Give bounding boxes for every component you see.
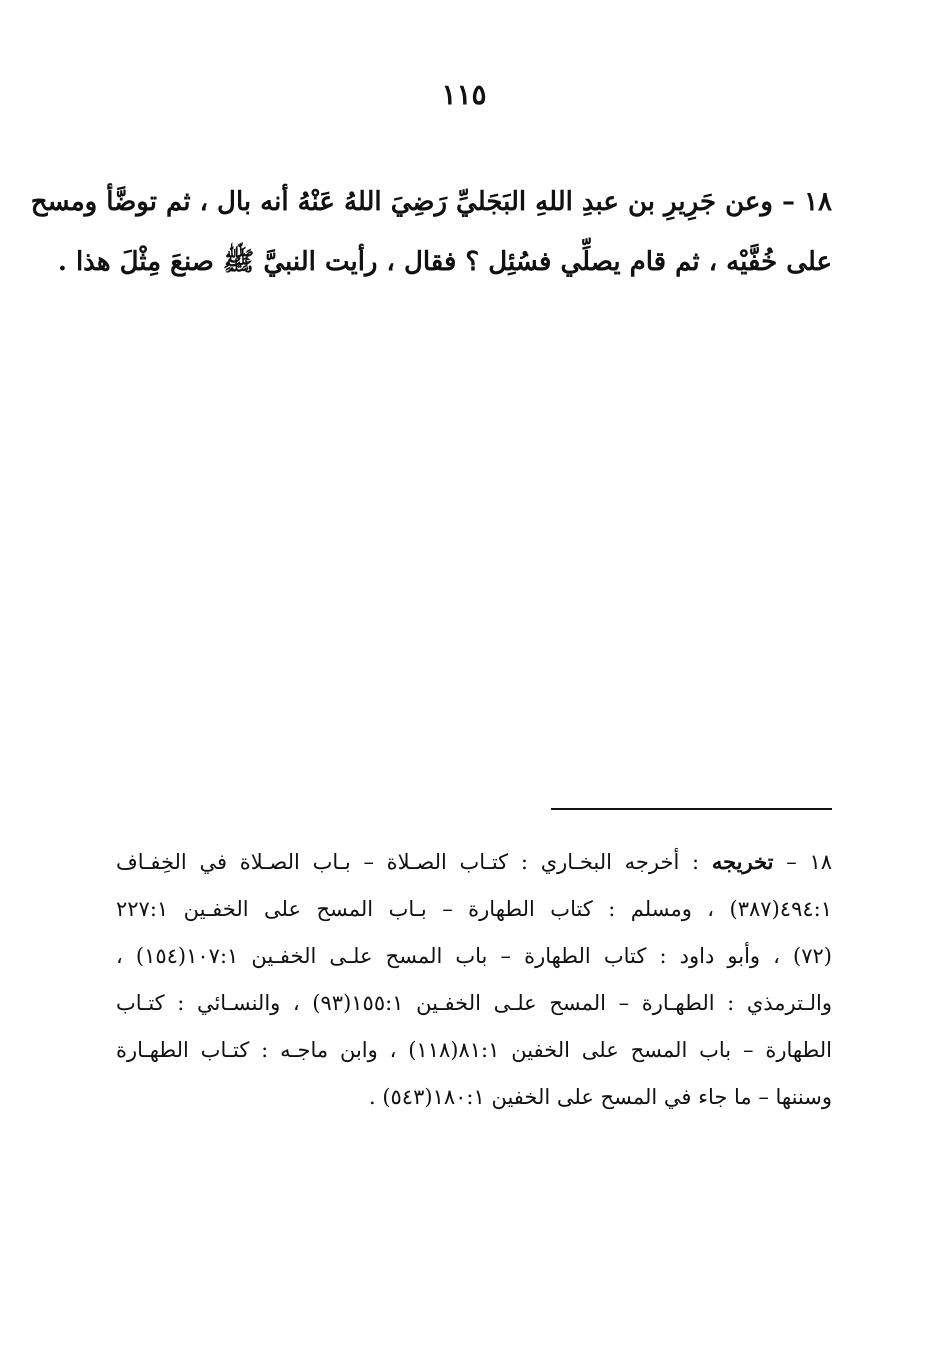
footnote-line-5: الطهارة – باب المسح على الخفين ٨١:١(١١٨) ، وابن ماجـه : كتـاب الطهـارة xyxy=(116,1038,832,1062)
footnote-separator-rule xyxy=(551,808,832,810)
hadith-line-1: ١٨ – وعن جَرِيرِ بن عبدِ اللهِ البَجَليِّ رَضِيَ اللهُ عَنْهُ أنه بال ، ثم توضَّأ ومسح xyxy=(30,187,832,217)
footnote-keyword: تخريجه xyxy=(711,849,774,874)
footnote-line-3: (٧٢) ، وأبو داود : كتاب الطهارة – باب المسح علـى الخفـين ١٠٧:١(١٥٤) ، xyxy=(116,944,832,968)
footnote-line-1 xyxy=(116,838,832,886)
footnote-line-1-rest: : أخرجه البخـاري : كتـاب الصـلاة – بـاب الصـلاة في الخِفـاف xyxy=(116,850,712,874)
hadith-text xyxy=(30,172,832,292)
footnote-line-2: ٤٩٤:١(٣٨٧) ، ومسلم : كتاب الطهارة – بـاب المسح على الخفـين ٢٢٧:١ xyxy=(116,897,832,921)
page-number: ١١٥ xyxy=(441,78,487,111)
footnote-line-6: وسننها – ما جاء في المسح على الخفين ١٨٠:١(٥٤٣) . xyxy=(368,1085,832,1109)
footnote xyxy=(116,838,832,1121)
hadith-line-2: على خُفَّيْه ، ثم قام يصلِّي فسُئِل ؟ فقال ، رأيت النبيَّ ﷺ صنعَ مِثْلَ هذا . xyxy=(57,247,832,277)
footnote-number: ١٨ – xyxy=(773,850,833,874)
footnote-line-4: والـترمذي : الطهـارة – المسح علـى الخفـين ١٥٥:١(٩٣) ، والنسـائي : كتـاب xyxy=(116,991,833,1015)
